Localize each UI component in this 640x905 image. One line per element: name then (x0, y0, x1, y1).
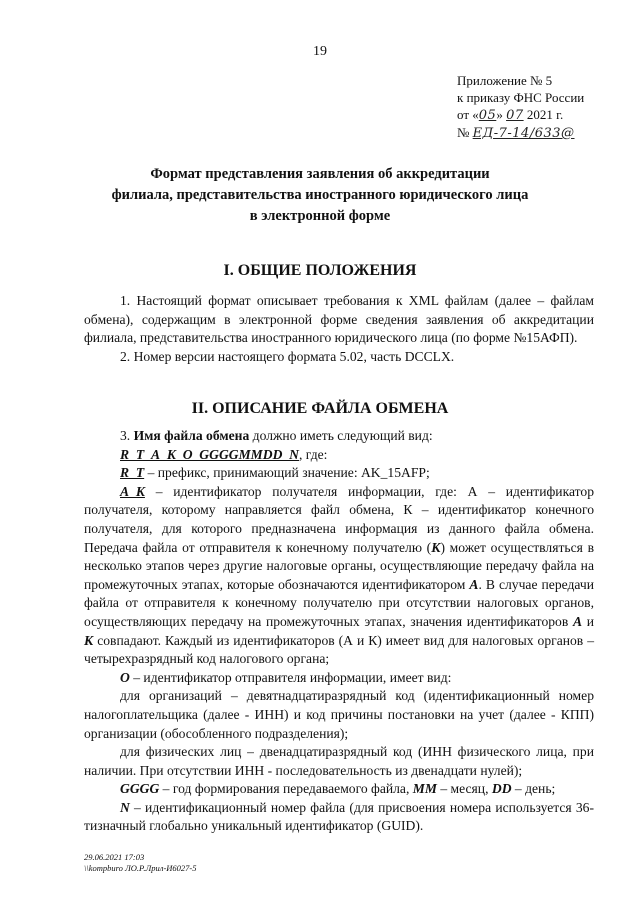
footer-line1: 29.06.2021 17:03 (84, 852, 145, 862)
mm-text: – месяц, (436, 781, 492, 797)
p3-num: 3. (120, 428, 134, 443)
mm-code: MM (412, 781, 437, 797)
ak-text1: – идентификатор получателя информации, где: А – идентификатор получателя, которому направляется файл обмена, К – идентификатор конечного получателя, для которого предназначена информация из данного файла обмена. Передача файла от отправителя к конечному получателю ( (84, 483, 594, 555)
fl-definition: для физических лиц – двенадцатиразрядный код (ИНН физического лица, при наличии. При отсутствии ИНН - последовательность из двенадцати нулей); (84, 744, 594, 778)
date-prefix: от « (457, 107, 479, 122)
appendix-line1: Приложение № 5 (457, 73, 553, 88)
rt-text: – префикс, принимающий значение: AK_15AFP; (144, 465, 430, 481)
section1-heading: I. ОБЩИЕ ПОЛОЖЕНИЯ (223, 262, 417, 279)
paragraph-1: 1. Настоящий формат описывает требования к XML файлам (далее – файлам обмена), содержащим в электронной форме сведения заявления об аккредитации филиала, представительства иностранного юридического лица (по форме №15АФП). (84, 293, 594, 346)
p3-bold: Имя файла обмена (133, 428, 250, 443)
footer-stamp (84, 852, 197, 874)
number-prefix: № (457, 125, 473, 140)
n-code: N (120, 799, 130, 815)
n-text: – идентификационный номер файла (для присвоения номера используется 36-тизначный глобально уникальный идентификатор (GUID). (84, 799, 594, 834)
gggg-text: – год формирования передаваемого файла, (159, 781, 413, 797)
rt-definition (84, 464, 594, 483)
number-value: ЕД-7-14/633@ (472, 126, 575, 141)
title-line2: филиала, представительства иностранного юридического лица (111, 187, 529, 203)
o-text: – идентификатор отправителя информации, имеет вид: (129, 669, 452, 685)
document-title (0, 164, 640, 227)
paragraph-3 (84, 427, 594, 446)
appendix-number (457, 124, 584, 142)
date-mid: » (496, 107, 507, 122)
gggg-code: GGGG (120, 781, 160, 797)
appendix-block (457, 72, 584, 142)
section2-heading: II. ОПИСАНИЕ ФАЙЛА ОБМЕНА (191, 400, 449, 417)
pattern-code: R_T_A_K_O_GGGGMMDD_N (120, 446, 299, 462)
n-definition (84, 799, 594, 836)
page-number: 19 (313, 44, 327, 59)
org-definition: для организаций – девятнадцатиразрядный код (идентификационный номер налогоплательщика (далее - ИНН) и код причины постановки на учет (далее - КПП) организации (обособленного подразделения); (84, 688, 594, 741)
ak-k: К (431, 539, 441, 555)
section2-body (84, 427, 594, 836)
ak-text3: . В случае передачи файла от отправителя к конечному получателю при отсутствии налоговых органов, осуществляющих передачу на промежуточных этапах, значения идентификаторов (84, 576, 594, 629)
p3-rest: должно иметь следующий вид: (249, 428, 433, 443)
ak-k2: К (84, 632, 94, 648)
o-definition (84, 669, 594, 688)
ak-text4: совпадают. Каждый из идентификаторов (А и К) имеет вид для налоговых органов – четырехразрядный код налогового органа; (84, 632, 594, 667)
dd-text: – день; (511, 781, 556, 797)
date-day: 05 (478, 108, 497, 123)
appendix-line2: к приказу ФНС России (457, 90, 585, 105)
date-definition (84, 780, 594, 799)
ak-a2: А (572, 613, 583, 629)
pattern-tail: , где: (299, 446, 328, 462)
ak-text2: ) может осуществляться в несколько этапов через другие налоговые органы, осуществляющие передачу файла на промежуточных этапах, которые обозначаются идентификатором (84, 539, 594, 592)
filename-pattern (84, 446, 594, 465)
section1-body (84, 292, 594, 366)
title-line1: Формат представления заявления об аккредитации (150, 166, 490, 182)
paragraph-2: 2. Номер версии настоящего формата 5.02, часть DCCLX. (120, 348, 455, 364)
footer-line2: \\kompburo ЛО.Р.Лрил-И6027-5 (84, 863, 197, 873)
ak-and: и (582, 613, 594, 629)
date-month: 07 (506, 108, 524, 123)
rt-code: R_T (120, 465, 145, 481)
title-line3: в электронной форме (249, 208, 391, 224)
ak-definition (84, 483, 594, 669)
ak-code: A_K (120, 483, 145, 499)
date-year: 2021 г. (526, 107, 564, 122)
appendix-date (457, 106, 584, 124)
ak-a: А (469, 576, 479, 592)
dd-code: DD (491, 781, 512, 797)
o-code: O (120, 669, 130, 685)
